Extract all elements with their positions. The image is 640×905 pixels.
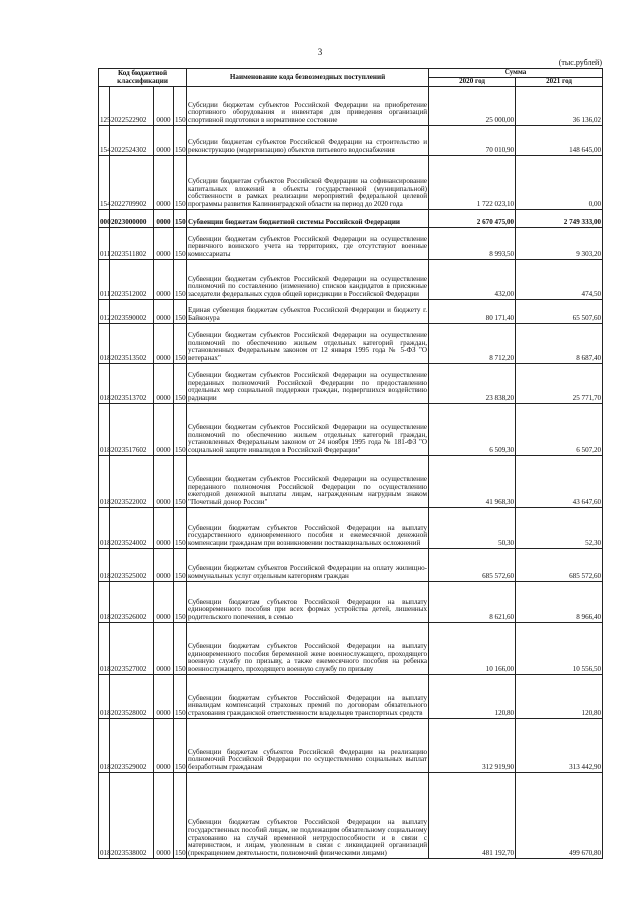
units-label: (тыс.рублей) <box>558 58 602 67</box>
program-code-cell: 0000 <box>154 126 174 156</box>
revenue-name-cell: Единая субвенция бюджетам субъектов Российской Федерации и бюджету г. Байконура <box>187 300 429 324</box>
kind-code-cell: 150 <box>174 773 187 859</box>
kind-code-cell: 150 <box>174 549 187 582</box>
program-code-cell: 0000 <box>154 773 174 859</box>
program-code-cell: 0000 <box>154 364 174 404</box>
revenue-name-cell: Субвенции бюджетам субъектов Российской Федерации на выплату государственного единовременного пособия и ежемесячной денежной компенсации гражданам при возникновении поствакцинальных осложнений <box>187 508 429 549</box>
amount-2020-cell: 41 968,30 <box>429 456 516 508</box>
revenue-name-cell: Субвенции бюджетам субъектов Российской Федерации на оплату жилищно-коммунальных услуг отдельным категориям граждан <box>187 549 429 582</box>
revenue-name-cell: Субвенции бюджетам субъектов Российской Федерации на осуществление полномочий по составлению (изменению) списков кандидатов в присяжные заседатели федеральных судов общей юрисдикции в Российской Федерации <box>187 260 429 300</box>
amount-2021-cell: 685 572,60 <box>516 549 603 582</box>
amount-2020-cell: 10 166,00 <box>429 623 516 675</box>
admin-code-cell: 018 <box>99 364 110 404</box>
amount-2021-cell: 0,00 <box>516 156 603 210</box>
program-code-cell: 0000 <box>154 260 174 300</box>
kind-code-cell: 150 <box>174 364 187 404</box>
amount-2021-cell: 43 647,60 <box>516 456 603 508</box>
program-code-cell: 0000 <box>154 156 174 210</box>
table-row <box>99 404 603 456</box>
admin-code-cell: 154 <box>99 126 110 156</box>
amount-2020-cell: 70 010,90 <box>429 126 516 156</box>
table-row <box>99 260 603 300</box>
revenue-name-cell: Субвенции бюджетам субъектов Российской Федерации на выплату единовременного пособия при всех формах устройства детей, лишенных родительского попечения, в семью <box>187 582 429 623</box>
revenue-name-cell: Субвенции бюджетам субъектов Российской Федерации на осуществление переданного полномочия Российской Федерации по осуществлению ежегодной денежной выплаты лицам, награжденным нагрудным знаком "Почетный донор России" <box>187 456 429 508</box>
kind-code-cell: 150 <box>174 675 187 719</box>
program-code-cell: 0000 <box>154 324 174 364</box>
kbk-code-cell: 2023512002 <box>110 260 154 300</box>
kbk-code-cell: 2023528002 <box>110 675 154 719</box>
kind-code-cell: 150 <box>174 404 187 456</box>
kbk-code-cell: 2023000000 <box>110 210 154 228</box>
program-code-cell: 0000 <box>154 549 174 582</box>
admin-code-cell: 018 <box>99 404 110 456</box>
amount-2021-cell: 8 687,40 <box>516 324 603 364</box>
header-2021: 2021 год <box>516 78 603 87</box>
amount-2021-cell: 6 507,20 <box>516 404 603 456</box>
admin-code-cell: 012 <box>99 300 110 324</box>
admin-code-cell: 018 <box>99 582 110 623</box>
kind-code-cell: 150 <box>174 156 187 210</box>
admin-code-cell: 125 <box>99 87 110 126</box>
header-kbk: Код бюджетной классификации <box>99 69 187 87</box>
admin-code-cell: 018 <box>99 623 110 675</box>
revenue-name-cell: Субвенции бюджетам бюджетной системы Российской Федерации <box>187 210 429 228</box>
page-number: 3 <box>317 47 323 57</box>
table-row <box>99 126 603 156</box>
revenue-name-cell: Субвенции бюджетам субъектов Российской Федерации на выплату инвалидам компенсаций страховых премий по договорам обязательного страхования гражданской ответственности владельцев транспортных средств <box>187 675 429 719</box>
program-code-cell: 0000 <box>154 456 174 508</box>
table-row <box>99 773 603 859</box>
admin-code-cell: 011 <box>99 228 110 260</box>
kind-code-cell: 150 <box>174 324 187 364</box>
table-row <box>99 87 603 126</box>
header-name: Наименование кода безвозмездных поступлений <box>187 69 429 87</box>
admin-code-cell: 018 <box>99 549 110 582</box>
kind-code-cell: 150 <box>174 260 187 300</box>
admin-code-cell: 018 <box>99 773 110 859</box>
revenue-name-cell: Субвенции бюджетам субъектов Российской Федерации на реализацию полномочий Российской Федерации по осуществлению социальных выплат безработным гражданам <box>187 719 429 773</box>
admin-code-cell: 154 <box>99 156 110 210</box>
revenue-name-cell: Субвенции бюджетам субъектов Российской Федерации на выплату единовременного пособия беременной жене военнослужащего, проходящего военную службу по призыву, а также ежемесячного пособия на ребенка военнослужащего, проходящего военную службу по призыву <box>187 623 429 675</box>
amount-2020-cell: 312 919,90 <box>429 719 516 773</box>
program-code-cell: 0000 <box>154 404 174 456</box>
kind-code-cell: 150 <box>174 582 187 623</box>
table-row <box>99 210 603 228</box>
amount-2020-cell: 2 670 475,00 <box>429 210 516 228</box>
kbk-code-cell: 2023522002 <box>110 456 154 508</box>
revenue-name-cell: Субвенции бюджетам субъектов Российской Федерации на осуществление первичного воинского учета на территориях, где отсутствуют военные комиссариаты <box>187 228 429 260</box>
amount-2020-cell: 25 000,00 <box>429 87 516 126</box>
kind-code-cell: 150 <box>174 300 187 324</box>
amount-2021-cell: 148 645,00 <box>516 126 603 156</box>
revenue-name-cell: Субвенции бюджетам субъектов Российской Федерации на выплату государственных пособий лицам, не подлежащим обязательному социальному страхованию на случай временной нетрудоспособности и в связи с материнством, и лицам, уволенным в связи с ликвидацией организаций (прекращением деятельности, полномочий физическими лицами) <box>187 773 429 859</box>
kbk-code-cell: 2023529002 <box>110 719 154 773</box>
kind-code-cell: 150 <box>174 126 187 156</box>
program-code-cell: 0000 <box>154 623 174 675</box>
amount-2021-cell: 8 966,40 <box>516 582 603 623</box>
amount-2020-cell: 432,00 <box>429 260 516 300</box>
amount-2021-cell: 120,80 <box>516 675 603 719</box>
table-body <box>99 87 603 859</box>
program-code-cell: 0000 <box>154 228 174 260</box>
table-row <box>99 582 603 623</box>
kbk-code-cell: 2023513502 <box>110 324 154 364</box>
kind-code-cell: 150 <box>174 456 187 508</box>
amount-2020-cell: 6 509,30 <box>429 404 516 456</box>
kind-code-cell: 150 <box>174 623 187 675</box>
table-row <box>99 228 603 260</box>
amount-2020-cell: 120,80 <box>429 675 516 719</box>
amount-2021-cell: 499 670,80 <box>516 773 603 859</box>
admin-code-cell: 018 <box>99 324 110 364</box>
kbk-code-cell: 2023511802 <box>110 228 154 260</box>
revenue-name-cell: Субвенции бюджетам субъектов Российской Федерации на осуществление полномочий по обеспечению жильем отдельных категорий граждан, установленных Федеральным законом от 24 ноября 1995 года № 181-ФЗ "О социальной защите инвалидов в Российской Федерации" <box>187 404 429 456</box>
admin-code-cell: 011 <box>99 260 110 300</box>
revenue-name-cell: Субвенции бюджетам субъектов Российской Федерации на осуществление полномочий по обеспечению жильем отдельных категорий граждан, установленных Федеральным законом от 12 января 1995 года № 5-ФЗ "О ветеранах" <box>187 324 429 364</box>
amount-2021-cell: 9 303,20 <box>516 228 603 260</box>
table-row <box>99 719 603 773</box>
program-code-cell: 0000 <box>154 210 174 228</box>
program-code-cell: 0000 <box>154 87 174 126</box>
revenue-name-cell: Субсидии бюджетам субъектов Российской Федерации на строительство и реконструкцию (модернизацию) объектов питьевого водоснабжения <box>187 126 429 156</box>
header-sum: Сумма <box>429 69 603 78</box>
admin-code-cell: 018 <box>99 719 110 773</box>
kind-code-cell: 150 <box>174 228 187 260</box>
kbk-code-cell: 2023526002 <box>110 582 154 623</box>
amount-2021-cell: 474,50 <box>516 260 603 300</box>
table-row <box>99 324 603 364</box>
admin-code-cell: 018 <box>99 675 110 719</box>
kbk-code-cell: 2023524002 <box>110 508 154 549</box>
table-row <box>99 508 603 549</box>
program-code-cell: 0000 <box>154 582 174 623</box>
header-2020: 2020 год <box>429 78 516 87</box>
kbk-code-cell: 2023590002 <box>110 300 154 324</box>
kbk-code-cell: 2022522902 <box>110 87 154 126</box>
amount-2021-cell: 65 507,60 <box>516 300 603 324</box>
amount-2020-cell: 1 722 023,10 <box>429 156 516 210</box>
admin-code-cell: 018 <box>99 456 110 508</box>
amount-2020-cell: 80 171,40 <box>429 300 516 324</box>
amount-2021-cell: 313 442,90 <box>516 719 603 773</box>
table-row <box>99 300 603 324</box>
kbk-code-cell: 2023525002 <box>110 549 154 582</box>
table-row <box>99 364 603 404</box>
amount-2020-cell: 8 621,60 <box>429 582 516 623</box>
amount-2021-cell: 52,30 <box>516 508 603 549</box>
kbk-code-cell: 2023513702 <box>110 364 154 404</box>
amount-2020-cell: 23 838,20 <box>429 364 516 404</box>
amount-2020-cell: 50,30 <box>429 508 516 549</box>
kind-code-cell: 150 <box>174 87 187 126</box>
amount-2021-cell: 36 136,02 <box>516 87 603 126</box>
amount-2021-cell: 2 749 333,00 <box>516 210 603 228</box>
kbk-code-cell: 2022709902 <box>110 156 154 210</box>
amount-2020-cell: 8 712,20 <box>429 324 516 364</box>
program-code-cell: 0000 <box>154 719 174 773</box>
amount-2021-cell: 10 556,50 <box>516 623 603 675</box>
kind-code-cell: 150 <box>174 508 187 549</box>
kbk-code-cell: 2023527002 <box>110 623 154 675</box>
amount-2020-cell: 8 993,50 <box>429 228 516 260</box>
admin-code-cell: 018 <box>99 508 110 549</box>
program-code-cell: 0000 <box>154 675 174 719</box>
revenue-name-cell: Субсидии бюджетам субъектов Российской Федерации на приобретение спортивного оборудования и инвентаря для приведения организаций спортивной подготовки в нормативное состояние <box>187 87 429 126</box>
kind-code-cell: 150 <box>174 719 187 773</box>
amount-2020-cell: 481 192,70 <box>429 773 516 859</box>
kbk-code-cell: 2023517602 <box>110 404 154 456</box>
revenue-name-cell: Субвенции бюджетам субъектов Российской Федерации на осуществление переданных полномочий Российской Федерации по предоставлению отдельных мер социальной поддержки граждан, подвергшихся воздействию радиации <box>187 364 429 404</box>
program-code-cell: 0000 <box>154 508 174 549</box>
kind-code-cell: 150 <box>174 210 187 228</box>
table-row <box>99 549 603 582</box>
table-row <box>99 675 603 719</box>
amount-2021-cell: 25 771,70 <box>516 364 603 404</box>
amount-2020-cell: 685 572,60 <box>429 549 516 582</box>
kbk-code-cell: 2022524302 <box>110 126 154 156</box>
table-row <box>99 456 603 508</box>
table-row <box>99 156 603 210</box>
revenue-name-cell: Субсидии бюджетам субъектов Российской Федерации на софинансирование капитальных вложений в объекты государственной (муниципальной) собственности в рамках реализации мероприятий федеральной целевой программы развития Калининградской области на период до 2020 года <box>187 156 429 210</box>
budget-table <box>98 68 603 859</box>
admin-code-cell: 000 <box>99 210 110 228</box>
table-row <box>99 623 603 675</box>
kbk-code-cell: 2023538002 <box>110 773 154 859</box>
program-code-cell: 0000 <box>154 300 174 324</box>
